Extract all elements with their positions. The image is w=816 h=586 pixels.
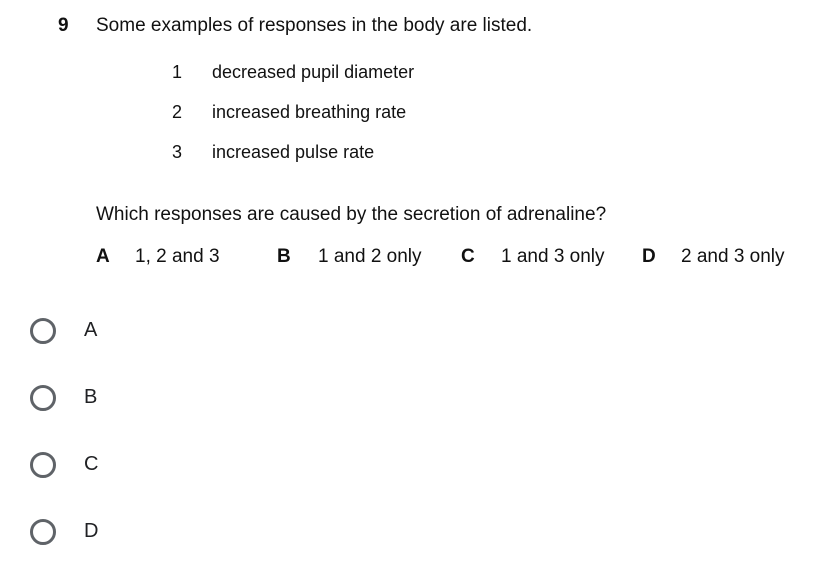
choice-a[interactable] xyxy=(30,318,230,385)
answer-options-line xyxy=(0,246,816,272)
answer-choices xyxy=(30,318,230,586)
option-letter-b: B xyxy=(277,246,291,267)
question-number: 9 xyxy=(58,15,69,36)
option-letter-a: A xyxy=(96,246,110,267)
option-text-c: 1 and 3 only xyxy=(501,246,605,267)
option-text-d: 2 and 3 only xyxy=(681,246,785,267)
question-prompt: Which responses are caused by the secretion of adrenaline? xyxy=(96,204,607,225)
choice-c[interactable] xyxy=(30,452,230,519)
radio-button-a[interactable] xyxy=(30,318,56,344)
option-text-b: 1 and 2 only xyxy=(318,246,422,267)
option-letter-d: D xyxy=(642,246,656,267)
response-number: 2 xyxy=(172,102,183,122)
response-number: 3 xyxy=(172,142,183,162)
radio-button-c[interactable] xyxy=(30,452,56,478)
choice-label-d[interactable]: D xyxy=(84,520,99,542)
choice-label-a[interactable]: A xyxy=(84,319,98,341)
radio-button-d[interactable] xyxy=(30,519,56,545)
response-text: decreased pupil diameter xyxy=(212,62,415,82)
option-letter-c: C xyxy=(461,246,475,267)
response-text: increased pulse rate xyxy=(212,142,375,162)
choice-d[interactable] xyxy=(30,519,230,586)
choice-b[interactable] xyxy=(30,385,230,452)
response-text: increased breathing rate xyxy=(212,102,407,122)
choice-label-c[interactable]: C xyxy=(84,453,99,475)
question-intro: Some examples of responses in the body are listed. xyxy=(96,15,533,36)
response-number: 1 xyxy=(172,62,183,82)
option-text-a: 1, 2 and 3 xyxy=(135,246,220,267)
radio-button-b[interactable] xyxy=(30,385,56,411)
choice-label-b[interactable]: B xyxy=(84,386,98,408)
